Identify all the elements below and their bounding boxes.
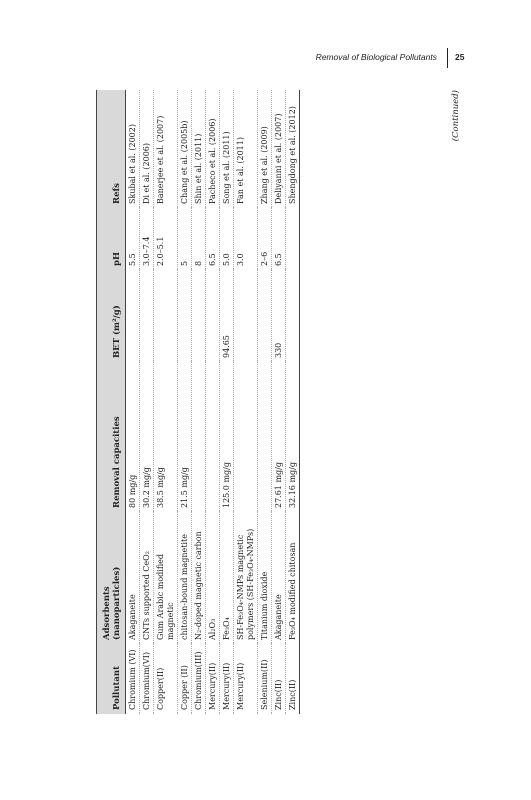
cell-ph: 5.0 — [220, 208, 234, 270]
table-row — [140, 90, 154, 714]
cell-pollutant: Chromium(VI) — [140, 644, 154, 714]
cell-adsorbent: CNTs supported CeO₂ — [140, 512, 154, 644]
cell-adsorbent: Akaganeite — [272, 512, 286, 644]
cell-bet — [258, 270, 272, 362]
cell-ph: 2.0–5.1 — [154, 208, 178, 270]
cell-bet — [140, 270, 154, 362]
cell-refs: Fan et al. (2011) — [234, 90, 258, 208]
cell-ph — [286, 208, 300, 270]
continued-note: (Continued) — [451, 90, 461, 142]
cell-pollutant: Mercury(II) — [220, 644, 234, 714]
cell-bet — [192, 270, 206, 362]
cell-adsorbent: chitosan-bound magnetite — [178, 512, 192, 644]
cell-pollutant: Selenium(II) — [258, 644, 272, 714]
table-row — [272, 90, 286, 714]
cell-removal: 30.2 mg/g — [140, 362, 154, 512]
table-row — [258, 90, 272, 714]
cell-bet — [206, 270, 220, 362]
header-refs: Refs — [97, 90, 126, 208]
cell-refs: Chang et al. (2005b) — [178, 90, 192, 208]
cell-ph: 6.5 — [206, 208, 220, 270]
cell-bet — [154, 270, 178, 362]
cell-removal: 21.5 mg/g — [178, 362, 192, 512]
cell-pollutant: Mercury(II) — [234, 644, 258, 714]
cell-bet: 330 — [272, 270, 286, 362]
cell-bet — [126, 270, 140, 362]
cell-ph: 2–6 — [258, 208, 272, 270]
table-row — [234, 90, 258, 714]
rotated-table-container — [96, 90, 461, 714]
header-adsorbents — [97, 512, 126, 644]
table-body — [126, 90, 300, 714]
adsorbents-table — [96, 90, 300, 714]
cell-bet — [234, 270, 258, 362]
cell-removal: 125.0 mg/g — [220, 362, 234, 512]
cell-refs: Zhang et al. (2009) — [258, 90, 272, 208]
cell-refs: Skubal et al. (2002) — [126, 90, 140, 208]
cell-removal — [258, 362, 272, 512]
table-row — [220, 90, 234, 714]
table-row — [192, 90, 206, 714]
header-adsorbents-line1: Adsorbents — [102, 586, 112, 640]
table-row — [126, 90, 140, 714]
table-row — [206, 90, 220, 714]
cell-adsorbent: Akaganeite — [126, 512, 140, 644]
cell-pollutant: Zinc(II) — [286, 644, 300, 714]
cell-refs: Shin et al. (2011) — [192, 90, 206, 208]
cell-refs: Shengdong et al. (2012) — [286, 90, 300, 208]
cell-ph: 3.0–7.4 — [140, 208, 154, 270]
table-header-row — [97, 90, 126, 714]
cell-adsorbent: Fe₃O₄ modified chitosan — [286, 512, 300, 644]
header-removal: Removal capacities — [97, 362, 126, 512]
cell-removal: 27.61 mg/g — [272, 362, 286, 512]
cell-ph: 3.0 — [234, 208, 258, 270]
cell-pollutant: Chromium(III) — [192, 644, 206, 714]
cell-ph: 5 — [178, 208, 192, 270]
table-row — [178, 90, 192, 714]
cell-removal: 38.5 mg/g — [154, 362, 178, 512]
cell-pollutant: Mercury(II) — [206, 644, 220, 714]
table-row — [286, 90, 300, 714]
cell-adsorbent: Fe₃O₄ — [220, 512, 234, 644]
cell-pollutant: Zinc(II) — [272, 644, 286, 714]
cell-removal: 32.16 mg/g — [286, 362, 300, 512]
cell-removal — [234, 362, 258, 512]
header-pollutant: Pollutant — [97, 644, 126, 714]
cell-removal: 80 mg/g — [126, 362, 140, 512]
cell-refs: Banerjee et al. (2007) — [154, 90, 178, 208]
header-divider — [447, 48, 448, 68]
cell-bet — [178, 270, 192, 362]
cell-adsorbent: N₂-doped magnetic carbon — [192, 512, 206, 644]
cell-adsorbent: Titanium dioxide — [258, 512, 272, 644]
header-adsorbents-line2: (nanoparticles) — [112, 566, 122, 640]
cell-removal — [206, 362, 220, 512]
header-bet: BET (m²/g) — [97, 270, 126, 362]
cell-removal — [192, 362, 206, 512]
table-row — [154, 90, 178, 714]
cell-adsorbent: SH-Fe₃O₄-NMPs magnetic polymers (SH-Fe₃O₄-NMPs) — [234, 512, 258, 644]
cell-adsorbent: Al₂O₃ — [206, 512, 220, 644]
cell-pollutant: Copper (II) — [178, 644, 192, 714]
cell-adsorbent: Gum Arabic modified magnetic — [154, 512, 178, 644]
cell-refs: Song et al. (2011) — [220, 90, 234, 208]
cell-refs: Deliyanni et al. (2007) — [272, 90, 286, 208]
cell-ph: 8 — [192, 208, 206, 270]
cell-refs: Pacheco et al. (2006) — [206, 90, 220, 208]
page-number: 25 — [455, 52, 465, 62]
cell-refs: Di et al. (2006) — [140, 90, 154, 208]
running-header-title: Removal of Biological Pollutants — [315, 52, 437, 62]
cell-bet: 94.65 — [220, 270, 234, 362]
cell-ph: 6.5 — [272, 208, 286, 270]
cell-pollutant: Chromium (VI) — [126, 644, 140, 714]
cell-ph: 5.5 — [126, 208, 140, 270]
header-ph: pH — [97, 208, 126, 270]
cell-bet — [286, 270, 300, 362]
cell-pollutant: Copper(II) — [154, 644, 178, 714]
